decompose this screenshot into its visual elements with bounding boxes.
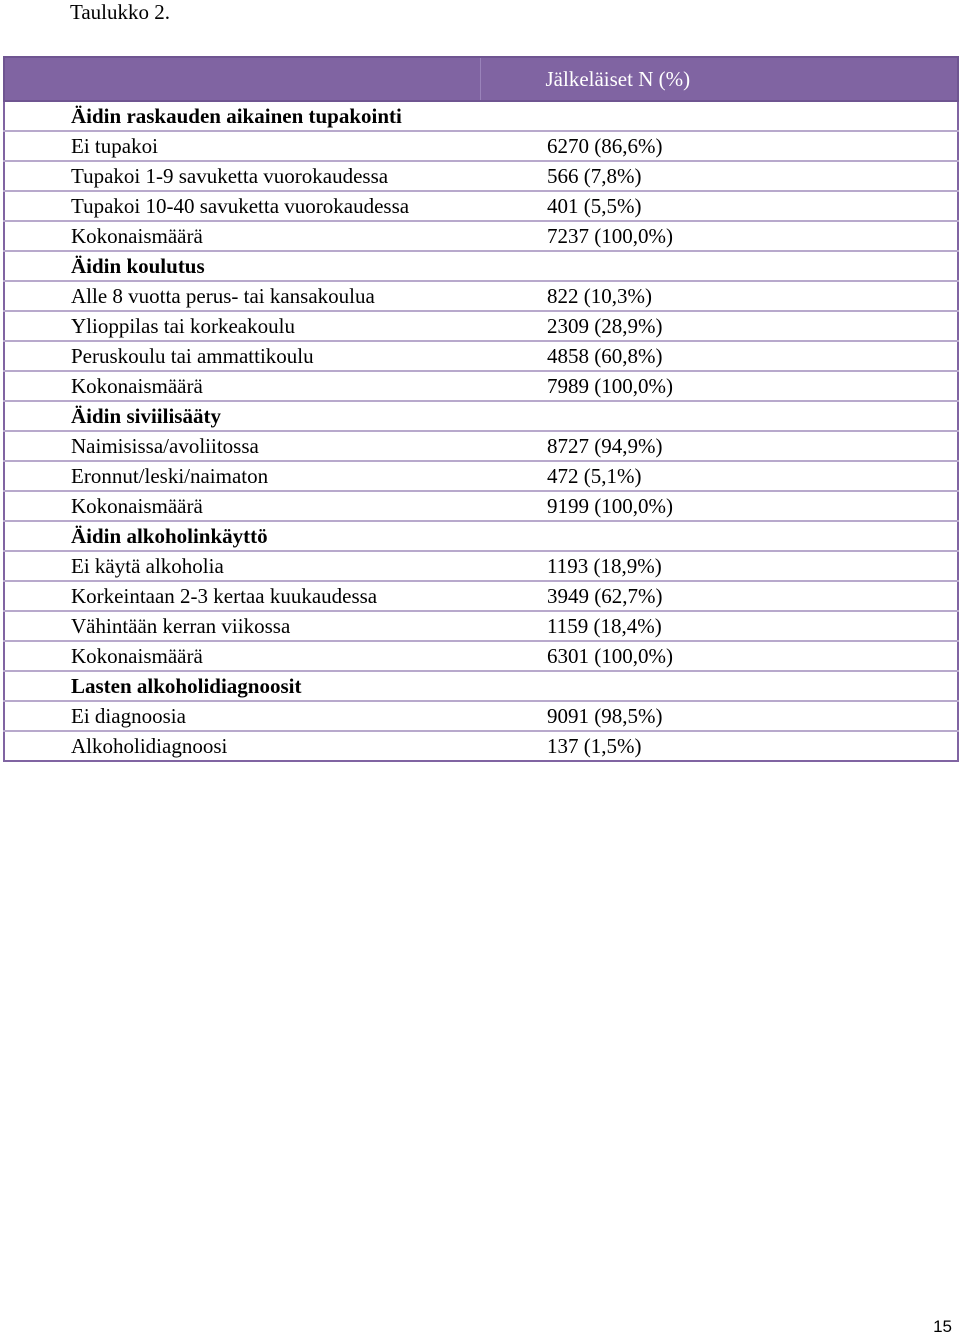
table-row <box>4 701 958 731</box>
table-row <box>4 221 958 251</box>
row-label: Kokonaismäärä <box>4 371 480 401</box>
row-label: Ei tupakoi <box>4 131 480 161</box>
row-value: 6270 (86,6%) <box>480 131 958 161</box>
header-blank-cell <box>4 57 480 101</box>
document-title: Taulukko 2. <box>70 0 171 24</box>
row-value <box>480 401 958 431</box>
section-header-row <box>4 101 958 131</box>
table-row <box>4 311 958 341</box>
row-label: Alle 8 vuotta perus- tai kansakoulua <box>4 281 480 311</box>
row-label: Kokonaismäärä <box>4 491 480 521</box>
table-row <box>4 461 958 491</box>
row-label: Peruskoulu tai ammattikoulu <box>4 341 480 371</box>
row-value: 401 (5,5%) <box>480 191 958 221</box>
column-header: Jälkeläiset N (%) <box>480 57 958 101</box>
row-value: 7237 (100,0%) <box>480 221 958 251</box>
row-label: Ei diagnoosia <box>4 701 480 731</box>
row-value: 9091 (98,5%) <box>480 701 958 731</box>
row-label: Kokonaismäärä <box>4 221 480 251</box>
table-row <box>4 641 958 671</box>
row-value: 566 (7,8%) <box>480 161 958 191</box>
row-label: Ei käytä alkoholia <box>4 551 480 581</box>
row-value: 822 (10,3%) <box>480 281 958 311</box>
table-row <box>4 281 958 311</box>
section-label: Äidin siviilisääty <box>4 401 480 431</box>
row-value <box>480 521 958 551</box>
row-label: Korkeintaan 2-3 kertaa kuukaudessa <box>4 581 480 611</box>
row-label: Kokonaismäärä <box>4 641 480 671</box>
row-value: 1193 (18,9%) <box>480 551 958 581</box>
row-label: Eronnut/leski/naimaton <box>4 461 480 491</box>
row-value: 6301 (100,0%) <box>480 641 958 671</box>
table-row <box>4 191 958 221</box>
table-row <box>4 161 958 191</box>
row-label: Naimisissa/avoliitossa <box>4 431 480 461</box>
row-label: Tupakoi 1-9 savuketta vuorokaudessa <box>4 161 480 191</box>
row-value: 3949 (62,7%) <box>480 581 958 611</box>
data-table <box>3 56 959 762</box>
section-header-row <box>4 671 958 701</box>
table-header-row <box>4 57 958 101</box>
row-value: 8727 (94,9%) <box>480 431 958 461</box>
row-value: 4858 (60,8%) <box>480 341 958 371</box>
section-label: Lasten alkoholidiagnoosit <box>4 671 480 701</box>
section-label: Äidin raskauden aikainen tupakointi <box>4 101 480 131</box>
section-header-row <box>4 251 958 281</box>
row-value: 2309 (28,9%) <box>480 311 958 341</box>
table-body <box>4 101 958 761</box>
row-value: 9199 (100,0%) <box>480 491 958 521</box>
row-value <box>480 101 958 131</box>
row-value <box>480 251 958 281</box>
section-header-row <box>4 401 958 431</box>
row-value: 472 (5,1%) <box>480 461 958 491</box>
table-row <box>4 731 958 761</box>
table-row <box>4 131 958 161</box>
row-value: 137 (1,5%) <box>480 731 958 761</box>
table-row <box>4 491 958 521</box>
table-row <box>4 551 958 581</box>
row-label: Vähintään kerran viikossa <box>4 611 480 641</box>
row-label: Tupakoi 10-40 savuketta vuorokaudessa <box>4 191 480 221</box>
row-value <box>480 671 958 701</box>
page-number: 15 <box>933 1317 952 1336</box>
row-label: Alkoholidiagnoosi <box>4 731 480 761</box>
table-row <box>4 581 958 611</box>
table-row <box>4 371 958 401</box>
table-row <box>4 341 958 371</box>
section-label: Äidin koulutus <box>4 251 480 281</box>
row-label: Ylioppilas tai korkeakoulu <box>4 311 480 341</box>
row-value: 1159 (18,4%) <box>480 611 958 641</box>
section-label: Äidin alkoholinkäyttö <box>4 521 480 551</box>
table-row <box>4 431 958 461</box>
section-header-row <box>4 521 958 551</box>
table-row <box>4 611 958 641</box>
row-value: 7989 (100,0%) <box>480 371 958 401</box>
